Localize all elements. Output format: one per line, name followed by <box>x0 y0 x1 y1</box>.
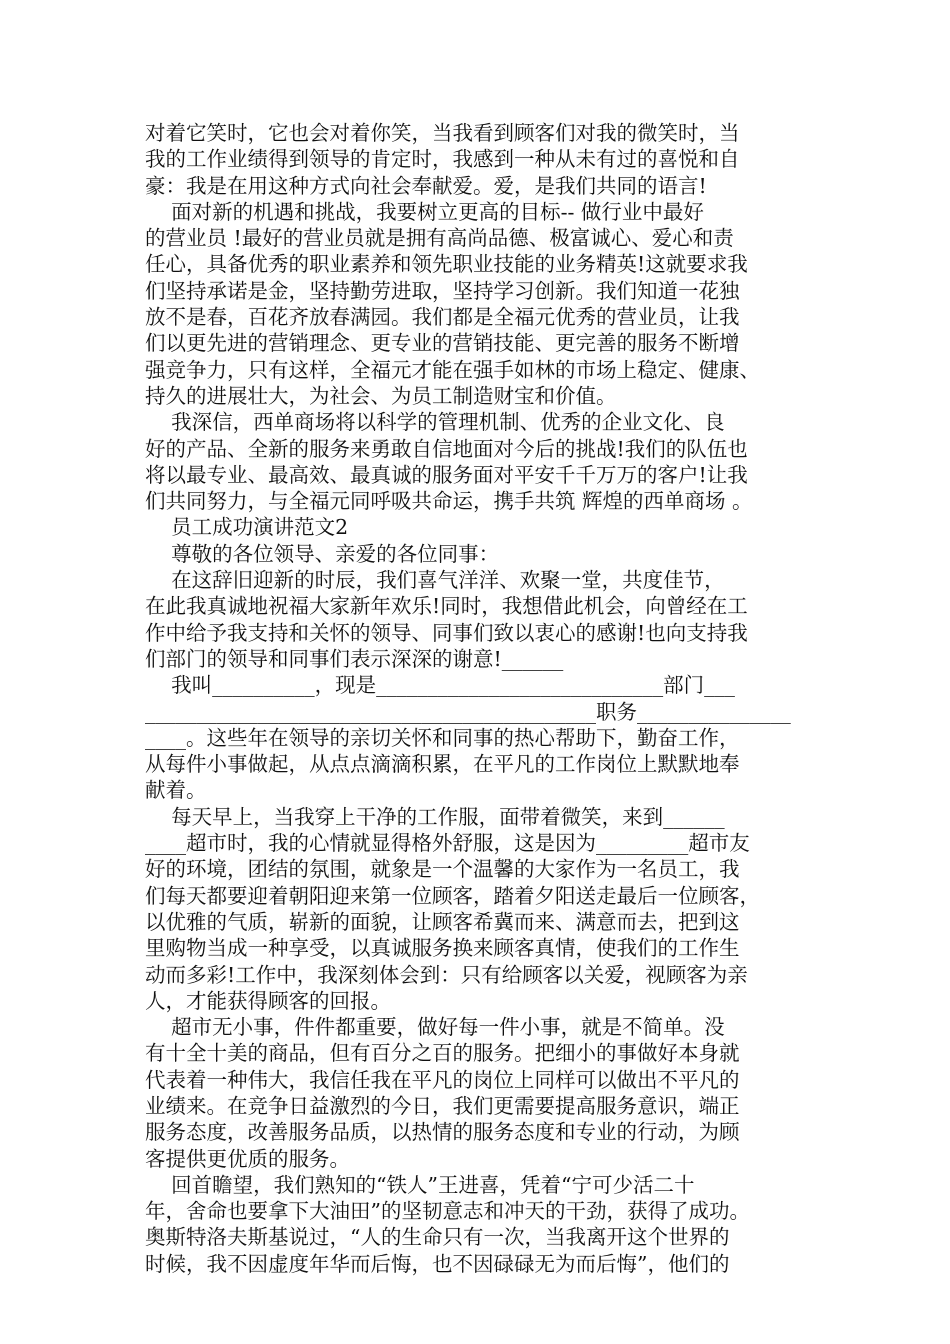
salutation: 尊敬的各位领导、亲爱的各位同事： <box>145 541 500 566</box>
text-line: 好的环境，团结的氛围，就象是一个温馨的大家作为一名员工，我 <box>145 857 740 882</box>
text-line: 强竞争力，只有这样，全福元才能在强手如林的市场上稳定、健康、 <box>145 357 760 382</box>
text-line: 们共同努力，与全福元同呼吸共命运，携手共筑 辉煌的西单商场 。 <box>145 489 753 514</box>
text-line: 面对新的机遇和挑战，我要树立更高的目标-- 做行业中最好 <box>145 199 704 224</box>
text-line: 们坚持承诺是金，坚持勤劳进取，坚持学习创新。我们知道一花独 <box>145 278 740 303</box>
text-line: 们部门的领导和同事们表示深深的谢意!______ <box>145 646 564 671</box>
text-line: 好的产品、全新的服务来勇敢自信地面对今后的挑战!我们的队伍也 <box>145 436 748 461</box>
text-line: 人，才能获得顾客的回报。 <box>145 988 391 1013</box>
text-line: 我深信，西单商场将以科学的管理机制、优秀的企业文化、良 <box>145 410 725 435</box>
text-line: 回首瞻望，我们熟知的“铁人”王进喜，凭着“宁可少活二十 <box>145 1172 695 1197</box>
text-line: ____超市时，我的心情就显得格外舒服，这是因为_________超市友 <box>145 831 750 856</box>
document-body <box>145 120 810 1277</box>
text-line: 任心，具备优秀的职业素养和领先职业技能的业务精英!这就要求我 <box>145 252 748 277</box>
text-line: 的营业员 !最好的营业员就是拥有高尚品德、极富诚心、爱心和责 <box>145 226 734 251</box>
text-line: 服务态度，改善服务品质，以热情的服务态度和专业的行动，为顾 <box>145 1120 740 1145</box>
text-line: 时候，我不因虚度年华而后悔，也不因碌碌无为而后悔”，他们的 <box>145 1251 730 1276</box>
text-line: 业绩来。在竞争日益激烈的今日，我们更需要提高服务意识，端正 <box>145 1093 740 1118</box>
text-line: 们以更先进的营销理念、更专业的营销技能、更完善的服务不断增 <box>145 331 740 356</box>
text-line: 作中给予我支持和关怀的领导、同事们致以衷心的感谢!也向支持我 <box>145 620 748 645</box>
text-line: 里购物当成一种享受，以真诚服务换来顾客真情，使我们的工作生 <box>145 936 740 961</box>
text-line: 以优雅的气质，崭新的面貌，让顾客希冀而来、满意而去，把到这 <box>145 909 740 934</box>
text-line: 献着。 <box>145 778 207 803</box>
text-line: 放不是春，百花齐放春满园。我们都是全福元优秀的营业员，让我 <box>145 305 740 330</box>
text-line: 有十全十美的商品，但有百分之百的服务。把细小的事做好本身就 <box>145 1041 740 1066</box>
text-line: 每天早上，当我穿上干净的工作服，面带着微笑，来到______ <box>145 804 725 829</box>
text-line: 豪：我是在用这种方式向社会奉献爱。爱，是我们共同的语言! <box>145 173 707 198</box>
text-line: 将以最专业、最高效、最真诚的服务面对平安千千万万的客户!让我 <box>145 462 748 487</box>
text-line: 在这辞旧迎新的时辰，我们喜气洋洋、欢聚一堂，共度佳节， <box>145 568 725 593</box>
text-line: 们每天都要迎着朝阳迎来第一位顾客，踏着夕阳送走最后一位顾客， <box>145 883 760 908</box>
text-line: ____。这些年在领导的亲切关怀和同事的热心帮助下，勤奋工作， <box>145 725 740 750</box>
text-line: 奥斯特洛夫斯基说过，“人的生命只有一次，当我离开这个世界的 <box>145 1225 730 1250</box>
text-line: 动而多彩!工作中，我深刻体会到：只有给顾客以关爱，视顾客为亲 <box>145 962 748 987</box>
text-line: 在此我真诚地祝福大家新年欢乐!同时，我想借此机会，向曾经在工 <box>145 594 748 619</box>
text-line: 年，舍命也要拿下大油田”的坚韧意志和冲天的干劲，获得了成功。 <box>145 1199 750 1224</box>
text-line: 超市无小事，件件都重要，做好每一件小事，就是不简单。没 <box>145 1015 725 1040</box>
text-line: 我的工作业绩得到领导的肯定时，我感到一种从未有过的喜悦和自 <box>145 147 740 172</box>
text-line: 我叫__________，现是____________________________部门___ <box>145 673 735 698</box>
text-line: 代表着一种伟大，我信任我在平凡的岗位上同样可以做出不平凡的 <box>145 1067 740 1092</box>
text-line: 客提供更优质的服务。 <box>145 1146 350 1171</box>
text-line: 对着它笑时，它也会对着你笑，当我看到顾客们对我的微笑时，当 <box>145 121 740 145</box>
text-line: 持久的进展壮大，为社会、为员工制造财宝和价值。 <box>145 383 617 408</box>
section-title: 员工成功演讲范文2 <box>145 515 349 540</box>
text-line: ____________________________________________职务_______________ <box>145 699 791 724</box>
text-line: 从每件小事做起，从点点滴滴积累，在平凡的工作岗位上默默地奉 <box>145 752 740 777</box>
